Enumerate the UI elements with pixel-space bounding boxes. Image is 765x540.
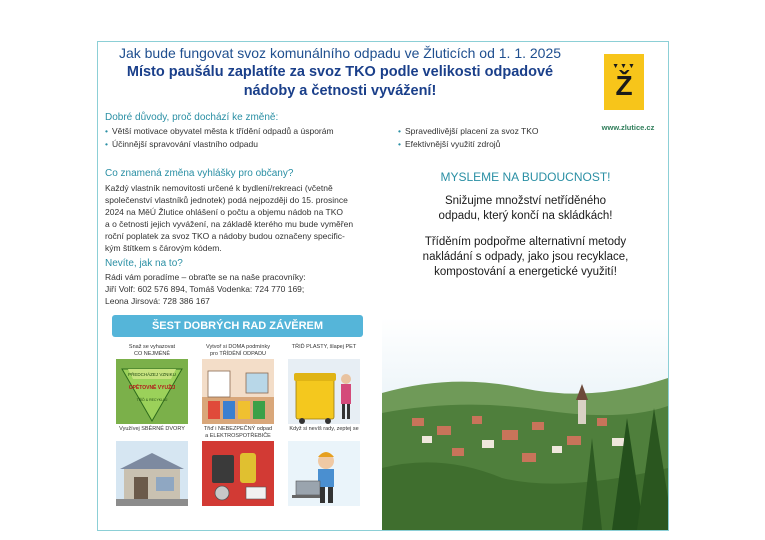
waste-hierarchy-illustration [116, 359, 188, 424]
town-photo [382, 318, 668, 530]
future-paragraph-2: Tříděním podpořme alternativní metody nakládání s odpady, jako jsou recyklace, kompostování a energetické využití! [422, 236, 629, 278]
tip-hazardous-waste [198, 426, 278, 506]
tip-plastics [284, 344, 364, 424]
tip-ask [284, 426, 364, 506]
hierarchy-text-3: TŘÍĎ & RECYKLUJ [136, 398, 168, 402]
reason-item: • Efektivnější využití zdrojů [398, 139, 501, 149]
help-paragraph: Rádi vám poradíme – obraťte se na naše pracovníky: Jiří Volf: 602 576 894, Tomáš Vodenka: 724 770 169; Leona Jirsová: 728 386 167 [105, 272, 306, 306]
hazardous-waste-illustration [202, 441, 274, 506]
tip-reduce [112, 344, 192, 424]
reason-item: • Účinnější spravování vlastního odpadu [105, 139, 258, 149]
reason-item: • Větší motivace obyvatel města k třídění odpadů a úsporám [105, 126, 334, 136]
change-paragraph: Každý vlastník nemovitosti určené k bydlení/rekreaci (včetně společenství vlastníků jednotek) podá nejpozději do 15. prosince 2024 na MěÚ Žlutice ohlášení o počtu a objemu nádob na TKO a o četnosti jejich vyvážení, na základě kterého mu bude vyměřen roční poplatek za svoz TKO a nádoby budou označeny specific- kým štítkem s čárovým kódem. [105, 183, 354, 253]
person-laptop-illustration [288, 441, 360, 506]
reason-item: • Spravedlivější placení za svoz TKO [398, 126, 539, 136]
future-heading: MYSLEME NA BUDOUCNOST! [440, 170, 611, 184]
kitchen-sorting-illustration [202, 359, 274, 424]
collection-yard-illustration [116, 441, 188, 506]
plastic-bin-illustration [288, 359, 360, 424]
tip-collection-yards [112, 426, 192, 506]
logo-letter: Ž [615, 70, 633, 101]
help-heading: Nevíte, jak na to? [105, 258, 183, 269]
tip-sort-at-home [198, 344, 278, 424]
tip-caption: Vytvoř si DOMA podmínky pro TŘÍDĚNÍ ODPADU [206, 344, 270, 357]
reasons-heading: Dobré důvody, proč dochází ke změně: [105, 112, 279, 123]
website-link[interactable]: www.zlutice.cz [601, 123, 655, 132]
change-heading: Co znamená změna vyhlášky pro občany? [105, 168, 294, 179]
tips-banner: ŠEST DOBRÝCH RAD ZÁVĚREM [112, 315, 363, 337]
flyer [97, 41, 669, 531]
headline: Jak bude fungovat svoz komunálního odpadu ve Žluticích od 1. 1. 2025 [118, 45, 562, 61]
tip-caption: Snaž se vyhazovat CO NEJMÉNĚ [128, 344, 176, 357]
hierarchy-text-2: OPĚTOVNĚ VYUŽIJ [128, 385, 176, 391]
tip-caption: Třiď i NEBEZPEČNÝ odpad a ELEKTROSPOTŘEBIČE [203, 426, 273, 439]
future-paragraph-1: Snižujme množství netříděného odpadu, který končí na skládkách! [438, 195, 613, 222]
tip-caption: Když si nevíš rady, zeptej se [289, 426, 359, 432]
tip-caption: Využívej SBĚRNÉ DVORY [119, 426, 185, 432]
crown-icon: ▼▼▼ [612, 63, 636, 70]
town-logo [604, 54, 644, 110]
hierarchy-text-1: PŘEDCHÁZEJ VZNIKU [128, 372, 176, 377]
tip-caption: TŘIĎ PLASTY, šlapej PET [291, 344, 357, 350]
subheadline: Místo paušálu zaplatíte za svoz TKO podle velikosti odpadové nádoby a četnosti vyvážení! [126, 64, 554, 99]
